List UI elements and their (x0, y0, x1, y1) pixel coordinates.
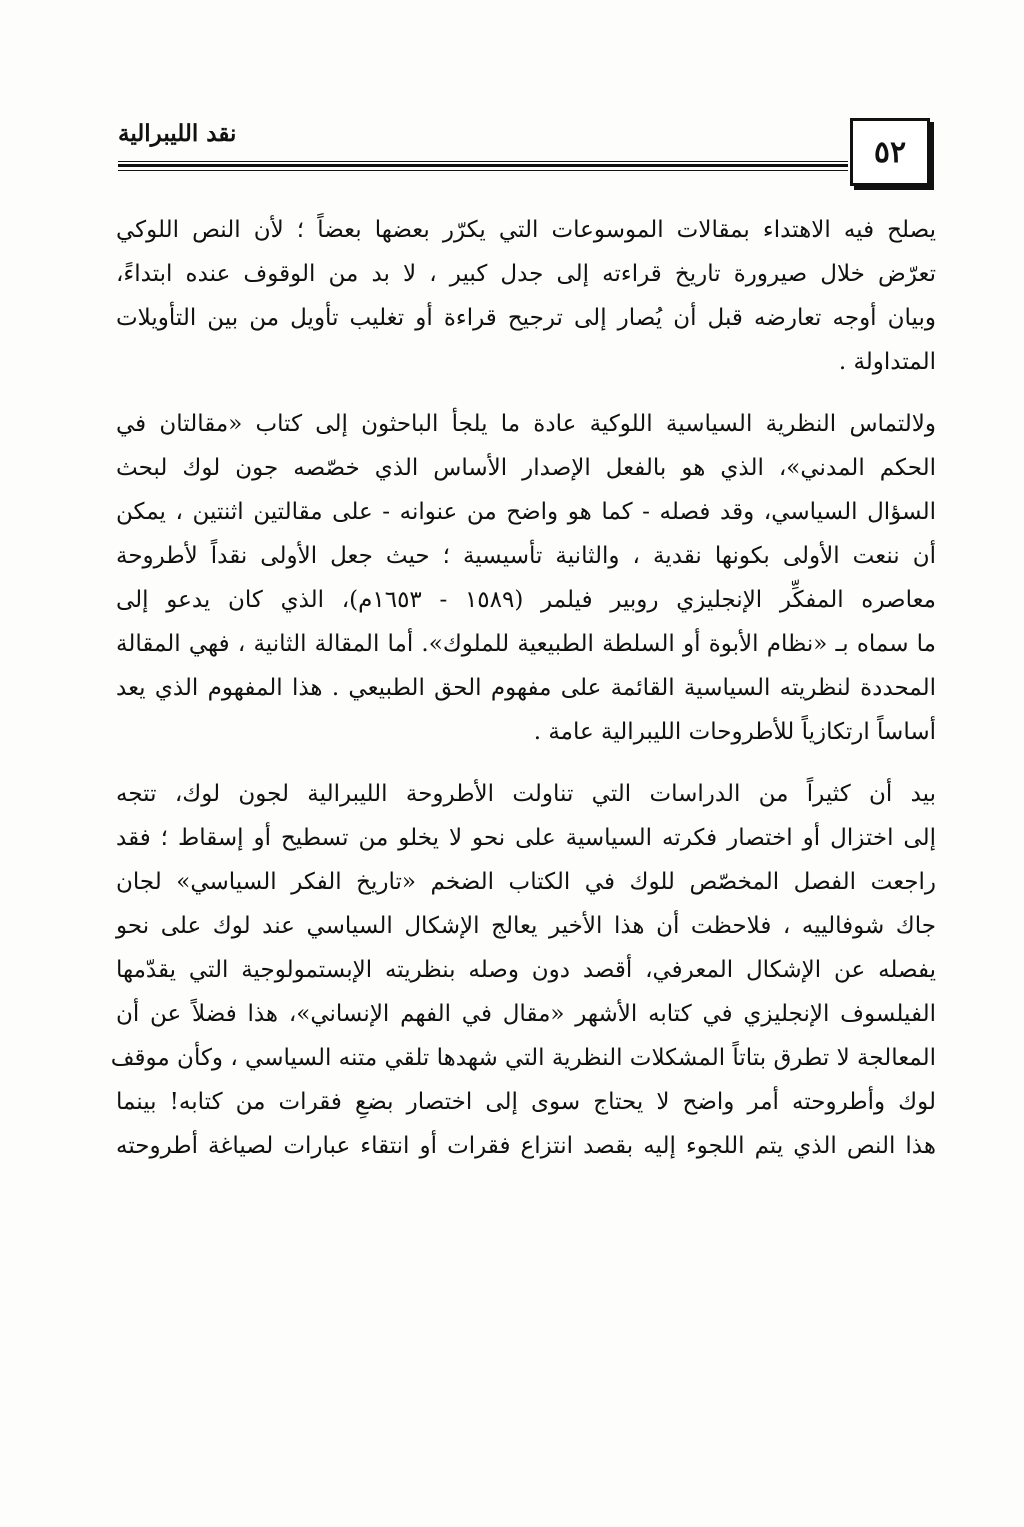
text-line: أساساً ارتكازياً للأطروحات الليبرالية عامة . (533, 719, 936, 745)
running-header (118, 108, 936, 188)
page-number: ٥٢ (873, 134, 907, 170)
text-line: يصلح فيه الاهتداء بمقالات الموسوعات التي يكرّر بعضها بعضاً ؛ لأن النص اللوكي (116, 217, 936, 243)
text-line: بيد أن كثيراً من الدراسات التي تناولت الأطروحة الليبرالية لجون لوك، تتجه (116, 781, 936, 807)
text-line: هذا النص الذي يتم اللجوء إليه بقصد انتزاع فقرات أو انتقاء عبارات لصياغة أطروحته (116, 1133, 936, 1159)
text-line: إلى اختزال أو اختصار فكرته السياسية على نحو لا يخلو من تسطيح أو إسقاط ؛ فقد (116, 825, 936, 851)
text-line: المتداولة . (838, 349, 936, 375)
text-line: أن ننعت الأولى بكونها نقدية ، والثانية تأسيسية ؛ حيث جعل الأولى نقداً لأطروحة (116, 543, 936, 569)
page-number-box (850, 118, 930, 186)
text-line: الفيلسوف الإنجليزي في كتابه الأشهر «مقال في الفهم الإنساني»، هذا فضلاً عن أن (116, 1001, 936, 1027)
text-line: وبيان أوجه تعارضه قبل أن يُصار إلى ترجيح قراءة أو تغليب تأويل من بين التأويلات (116, 305, 936, 331)
text-line: ما سماه بـ «نظام الأبوة أو السلطة الطبيعية للملوك». أما المقالة الثانية ، فهي المقالة (116, 631, 936, 657)
text-line: المحددة لنظريته السياسية القائمة على مفهوم الحق الطبيعي . هذا المفهوم الذي يعد (116, 675, 936, 701)
running-title: نقد الليبرالية (118, 120, 237, 147)
text-line: تعرّض خلال صيرورة تاريخ قراءته إلى جدل كبير ، لا بد من الوقوف عنده ابتداءً، (116, 261, 936, 287)
paragraph-2 (116, 402, 936, 754)
paragraph-3 (110, 772, 937, 1168)
body-text (110, 208, 937, 1168)
text-line: يفصله عن الإشكال المعرفي، أقصد دون وصله بنظريته الإبستمولوجية التي يقدّمها (116, 957, 936, 983)
text-line: جاك شوفالييه ، فلاحظت أن هذا الأخير يعالج الإشكال السياسي عند لوك على نحو (116, 913, 936, 939)
text-line: لوك وأطروحته أمر واضح لا يحتاج سوى إلى اختصار بضعِ فقرات من كتابه! بينما (116, 1089, 937, 1115)
text-line: معاصره المفكِّر الإنجليزي روبير فيلمر (١٥٨٩ - ١٦٥٣م)، الذي كان يدعو إلى (116, 587, 936, 613)
header-rule (118, 161, 848, 162)
text-line: المعالجة لا تطرق بتاتاً المشكلات النظرية التي شهدها تلقي متنه السياسي ، وكأن موقف (110, 1045, 936, 1071)
text-line: السؤال السياسي، وقد فصله - كما هو واضح من عنوانه - على مقالتين اثنتين ، يمكن (116, 499, 936, 525)
paragraph-spacer (116, 754, 936, 772)
header-rule (118, 164, 848, 167)
text-line: الحكم المدني»، الذي هو بالفعل الإصدار الأساس الذي خصّصه جون لوك لبحث (116, 455, 936, 481)
text-line: راجعت الفصل المخصّص للوك في الكتاب الضخم «تاريخ الفكر السياسي» لجان (116, 869, 936, 895)
header-rule (118, 170, 848, 171)
paragraph-spacer (116, 384, 936, 402)
text-line: ولالتماس النظرية السياسية اللوكية عادة ما يلجأ الباحثون إلى كتاب «مقالتان في (116, 411, 936, 437)
paragraph-1 (116, 208, 936, 384)
